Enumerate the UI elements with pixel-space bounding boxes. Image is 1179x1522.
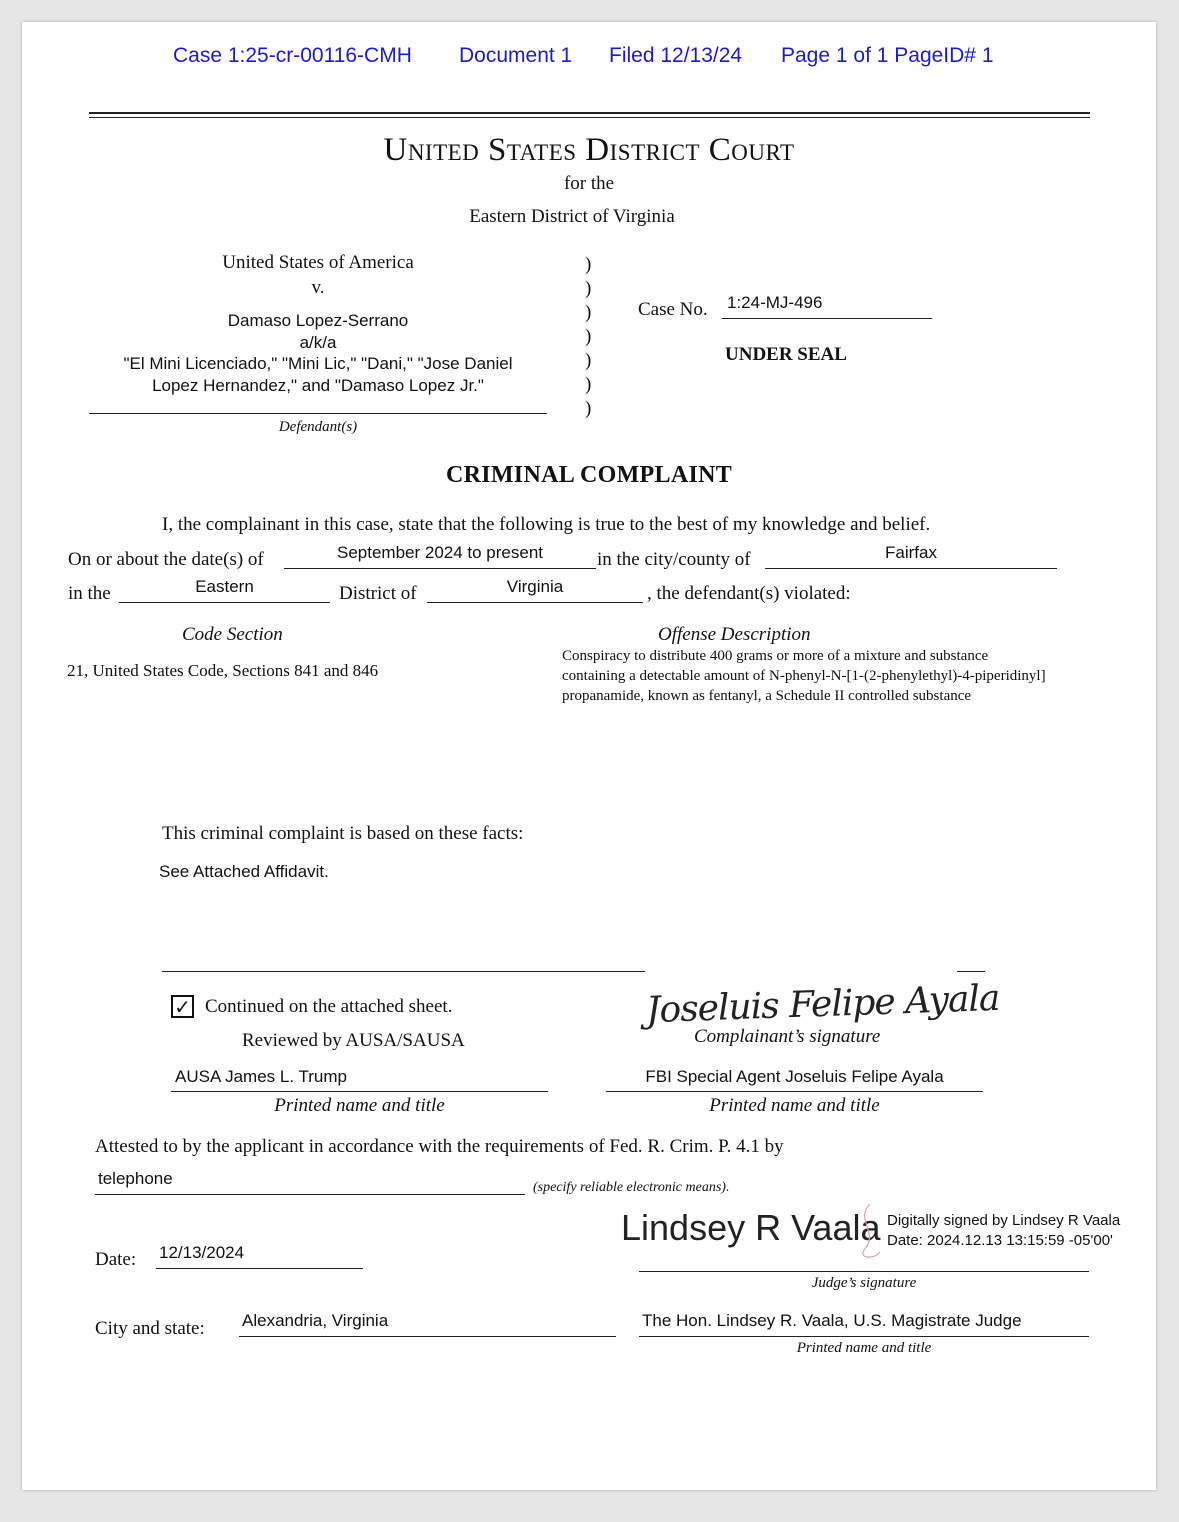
state-value: Virginia (506, 577, 564, 596)
court-title: United States District Court (383, 132, 795, 168)
caption-paren: ) (585, 302, 592, 323)
header-document: Document 1 (459, 44, 573, 67)
violated-label: , the defendant(s) violated: (647, 583, 851, 604)
judge-signature-flourish (850, 1202, 890, 1264)
judge-signature-label: Judge’s signature (811, 1275, 917, 1291)
header-case-number: Case 1:25-cr-00116-CMH (173, 44, 412, 67)
judge-name-underline (639, 1336, 1089, 1337)
court-for-the: for the (563, 173, 615, 194)
defendant-underline (89, 413, 547, 414)
city-state-label: City and state: (95, 1318, 205, 1339)
defendant-name: Damaso Lopez-Serrano (227, 311, 409, 330)
offense-line-1: Conspiracy to distribute 400 grams or more of a mixture and substance (562, 648, 989, 664)
case-no-value: 1:24-MJ-496 (727, 293, 823, 312)
judge-printed-label: Printed name and title (796, 1340, 932, 1356)
document-page (22, 22, 1156, 1490)
header-rule-bottom (89, 117, 1090, 118)
under-seal: UNDER SEAL (725, 344, 847, 365)
digital-signature-line1: Digitally signed by Lindsey R Vaala (887, 1212, 1121, 1229)
header-filed: Filed 12/13/24 (609, 44, 743, 67)
date-value: September 2024 to present (336, 543, 544, 562)
offense-line-2: containing a detectable amount of N-phenyl-N-[1-(2-phenylethyl)-4-piperidinyl] (562, 668, 1046, 684)
defendant-aliases-line1: "El Mini Licenciado," "Mini Lic," "Dani," "Jose Daniel (123, 354, 513, 373)
code-section-header: Code Section (182, 624, 283, 645)
reviewed-label: Reviewed by AUSA/SAUSA (242, 1030, 465, 1051)
caption-paren: ) (585, 398, 592, 419)
caption-paren: ) (585, 278, 592, 299)
district-value: Eastern (195, 577, 254, 596)
header-rule-top (89, 112, 1090, 114)
means-label: (specify reliable electronic means). (533, 1180, 730, 1195)
caption-paren: ) (585, 254, 592, 275)
judge-signature-underline (639, 1271, 1089, 1272)
caption-paren: ) (585, 326, 592, 347)
judge-signature-name: Lindsey R Vaala (621, 1207, 881, 1248)
district-of-label: District of (339, 583, 417, 604)
continued-checkbox[interactable] (171, 995, 194, 1018)
code-section-value: 21, United States Code, Sections 841 and 846 (67, 661, 379, 680)
versus: v. (311, 277, 325, 298)
date-label: Date: (95, 1249, 137, 1270)
district-underline (119, 602, 330, 603)
complaint-intro: I, the complainant in this case, state that the following is true to the best of my knowledge and belief. (162, 514, 931, 535)
agent-title-label: Printed name and title (709, 1095, 880, 1116)
signature-date-underline (156, 1268, 363, 1269)
facts-value: See Attached Affidavit. (159, 862, 329, 881)
means-underline (95, 1194, 525, 1195)
case-no-label: Case No. (638, 299, 708, 320)
city-state-underline (239, 1336, 616, 1337)
plaintiff-name: United States of America (222, 252, 414, 273)
complaint-title: CRIMINAL COMPLAINT (445, 462, 733, 488)
means-value: telephone (98, 1169, 173, 1188)
digital-signature-line2: Date: 2024.12.13 13:15:59 -05'00' (887, 1232, 1113, 1249)
offense-line-3: propanamide, known as fentanyl, a Schedule II controlled substance (562, 688, 972, 704)
city-state-value: Alexandria, Virginia (242, 1311, 389, 1330)
defendant-label: Defendant(s) (278, 419, 358, 435)
defendant-aliases-line2: Lopez Hernandez," and "Damaso Lopez Jr." (152, 376, 484, 395)
ausa-title-label: Printed name and title (274, 1095, 445, 1116)
agent-underline (606, 1091, 983, 1092)
complainant-signature-image: Joseluis Felipe Ayala (645, 977, 1001, 1032)
city-underline (765, 568, 1057, 569)
ausa-name: AUSA James L. Trump (175, 1067, 347, 1086)
agent-name: FBI Special Agent Joseluis Felipe Ayala (645, 1067, 944, 1086)
case-no-underline (722, 318, 932, 319)
caption-paren: ) (585, 374, 592, 395)
facts-underline-tail (957, 971, 985, 972)
complainant-signature-label: Complainant’s signature (694, 1026, 881, 1047)
date-prefix: On or about the date(s) of (68, 549, 264, 570)
checkmark-icon: ✓ (174, 995, 191, 1019)
attested-text: Attested to by the applicant in accordance with the requirements of Fed. R. Crim. P. 4.1 by (95, 1136, 784, 1157)
signature-date-value: 12/13/2024 (159, 1243, 245, 1262)
defendant-aka: a/k/a (299, 333, 337, 352)
header-page: Page 1 of 1 PageID# 1 (781, 44, 994, 67)
in-the-label: in the (68, 583, 111, 604)
facts-label: This criminal complaint is based on these facts: (162, 823, 524, 844)
ausa-underline (171, 1091, 548, 1092)
state-underline (427, 602, 643, 603)
continued-label: Continued on the attached sheet. (205, 996, 453, 1017)
city-value: Fairfax (885, 543, 937, 562)
court-district: Eastern District of Virginia (469, 206, 675, 227)
city-prefix: in the city/county of (597, 549, 751, 570)
date-underline (284, 568, 596, 569)
facts-underline (162, 971, 645, 972)
offense-description-header: Offense Description (658, 624, 811, 645)
judge-name: The Hon. Lindsey R. Vaala, U.S. Magistrate Judge (642, 1311, 1022, 1330)
caption-paren: ) (585, 350, 592, 371)
